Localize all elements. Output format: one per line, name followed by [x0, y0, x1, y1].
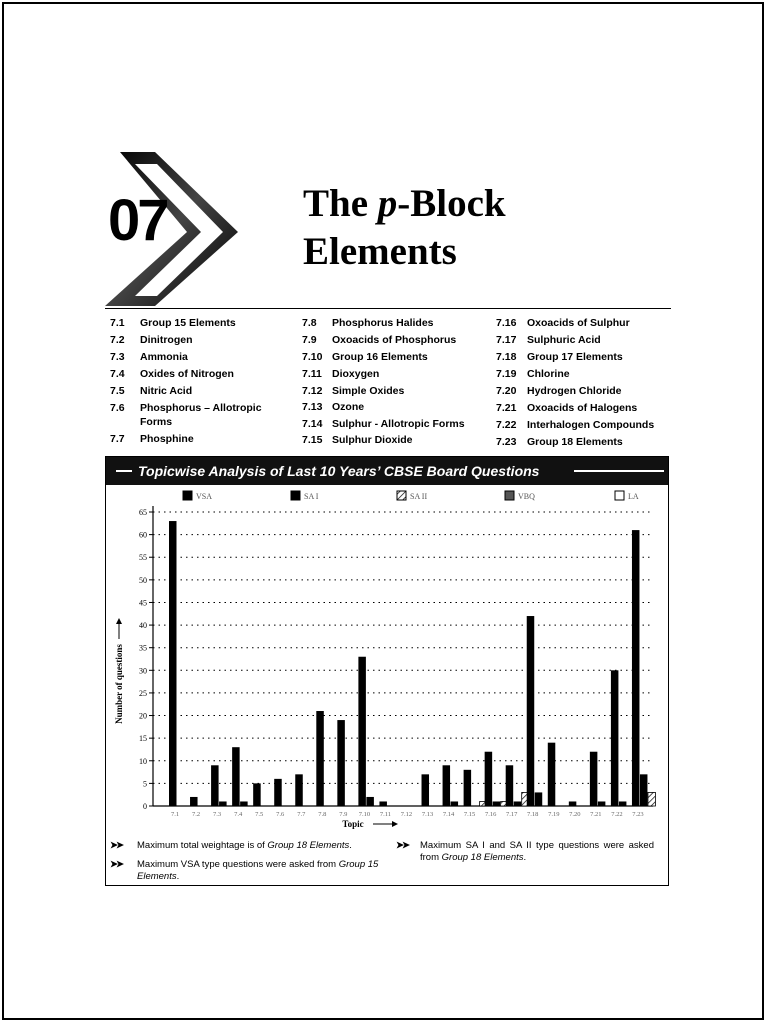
- x-tick-label: 7.10: [358, 811, 371, 818]
- x-tick-label: 7.22: [611, 811, 623, 818]
- legend-swatch: [615, 491, 624, 500]
- legend-swatch: [183, 491, 192, 500]
- bar-vsa: [422, 774, 430, 806]
- y-label-arrowhead-icon: [116, 618, 122, 624]
- bar-vsa: [569, 801, 577, 806]
- y-tick-label: 15: [139, 734, 147, 744]
- title-rule: [574, 470, 664, 472]
- y-tick-label: 65: [139, 508, 147, 517]
- y-tick-label: 30: [139, 666, 147, 676]
- chapter-title: [303, 180, 506, 276]
- double-arrow-icon: ➤➤: [396, 840, 408, 851]
- bar-sa-i: [598, 801, 606, 806]
- legend-label: SA I: [304, 492, 319, 501]
- bar-vsa: [358, 657, 366, 806]
- x-tick-label: 7.3: [213, 811, 222, 818]
- x-axis-label: Topic: [342, 819, 364, 829]
- bar-sa-i: [366, 797, 374, 806]
- analysis-title: Topicwise Analysis of Last 10 Years’ CBSE Board Questions: [138, 463, 540, 479]
- bar-vsa: [190, 797, 198, 806]
- x-tick-label: 7.1: [170, 811, 180, 818]
- legend-label: SA II: [410, 492, 428, 501]
- legend-label: VBQ: [518, 492, 535, 501]
- y-tick-label: 10: [139, 756, 147, 766]
- x-tick-label: 7.2: [191, 811, 201, 818]
- y-tick-label: 55: [139, 553, 147, 563]
- x-tick-label: 7.15: [463, 811, 476, 818]
- bar-sa-i: [219, 801, 227, 806]
- y-tick-label: 50: [139, 575, 147, 585]
- legend-swatch: [397, 491, 406, 500]
- bar-vsa: [506, 765, 514, 806]
- bar-sa-i: [451, 801, 459, 806]
- double-arrow-icon: ➤➤: [110, 859, 122, 870]
- x-tick-label: 7.20: [569, 811, 581, 818]
- bar-vsa: [337, 720, 345, 806]
- y-tick-label: 20: [139, 711, 147, 721]
- bar-sa-i: [493, 801, 501, 806]
- bar-vsa: [274, 779, 282, 806]
- legend-swatch: [291, 491, 300, 500]
- bar-vsa: [232, 747, 240, 806]
- bar-vsa: [379, 801, 387, 806]
- x-tick-label: 7.13: [421, 811, 434, 818]
- x-tick-label: 7.9: [339, 811, 348, 818]
- y-tick-label: 0: [143, 802, 147, 811]
- x-tick-label: 7.17: [506, 811, 518, 818]
- x-tick-label: 7.23: [632, 811, 644, 818]
- bar-vsa: [527, 616, 535, 806]
- bar-chart: [105, 486, 669, 834]
- bar-sa-i: [514, 801, 522, 806]
- x-tick-label: 7.12: [400, 811, 413, 818]
- bar-sa-i: [640, 774, 648, 806]
- y-tick-label: 35: [139, 643, 147, 653]
- bar-vsa: [295, 774, 303, 806]
- bar-sa-i: [240, 801, 248, 806]
- bar-vsa: [485, 752, 493, 806]
- bar-vsa: [169, 521, 177, 806]
- legend-label: LA: [628, 492, 639, 501]
- x-tick-label: 7.14: [442, 811, 455, 818]
- bar-vsa: [253, 783, 261, 806]
- chapter-number: 07: [108, 188, 167, 253]
- x-tick-label: 7.11: [379, 811, 392, 818]
- y-tick-label: 40: [139, 621, 147, 631]
- legend-label: VSA: [196, 492, 213, 501]
- y-tick-label: 5: [143, 779, 147, 789]
- x-tick-label: 7.5: [255, 811, 264, 818]
- bar-vsa: [464, 770, 472, 806]
- double-arrow-icon: ➤➤: [110, 840, 122, 851]
- title-text-before: The: [303, 182, 378, 225]
- x-tick-label: 7.19: [548, 811, 560, 818]
- y-axis-label: Number of questions: [114, 644, 124, 724]
- bar-vsa: [548, 743, 556, 806]
- x-tick-label: 7.6: [276, 811, 285, 818]
- y-tick-label: 45: [139, 598, 147, 608]
- x-tick-label: 7.16: [484, 811, 497, 818]
- bar-sa-i: [535, 792, 543, 806]
- x-tick-label: 7.8: [318, 811, 327, 818]
- bar-vsa: [611, 670, 619, 806]
- bar-vsa: [443, 765, 451, 806]
- y-tick-label: 25: [139, 688, 147, 698]
- bar-vsa: [590, 752, 598, 806]
- bar-sa-i: [619, 801, 627, 806]
- x-tick-label: 7.7: [297, 811, 306, 818]
- bar-sa-ii: [648, 792, 656, 806]
- legend-swatch: [505, 491, 514, 500]
- analysis-title-bar: [106, 457, 668, 485]
- bar-vsa: [316, 711, 324, 806]
- x-label-arrowhead-icon: [392, 821, 398, 827]
- title-line-2: Elements: [303, 230, 457, 273]
- x-tick-label: 7.21: [590, 811, 602, 818]
- bar-vsa: [211, 765, 219, 806]
- title-text-after: -Block: [397, 182, 506, 225]
- title-dash: [116, 470, 132, 472]
- x-tick-label: 7.18: [527, 811, 539, 818]
- bar-vsa: [632, 530, 640, 806]
- x-tick-label: 7.4: [234, 811, 243, 818]
- title-italic-p: p: [377, 182, 398, 225]
- header-divider: [105, 308, 671, 309]
- y-tick-label: 60: [139, 530, 147, 540]
